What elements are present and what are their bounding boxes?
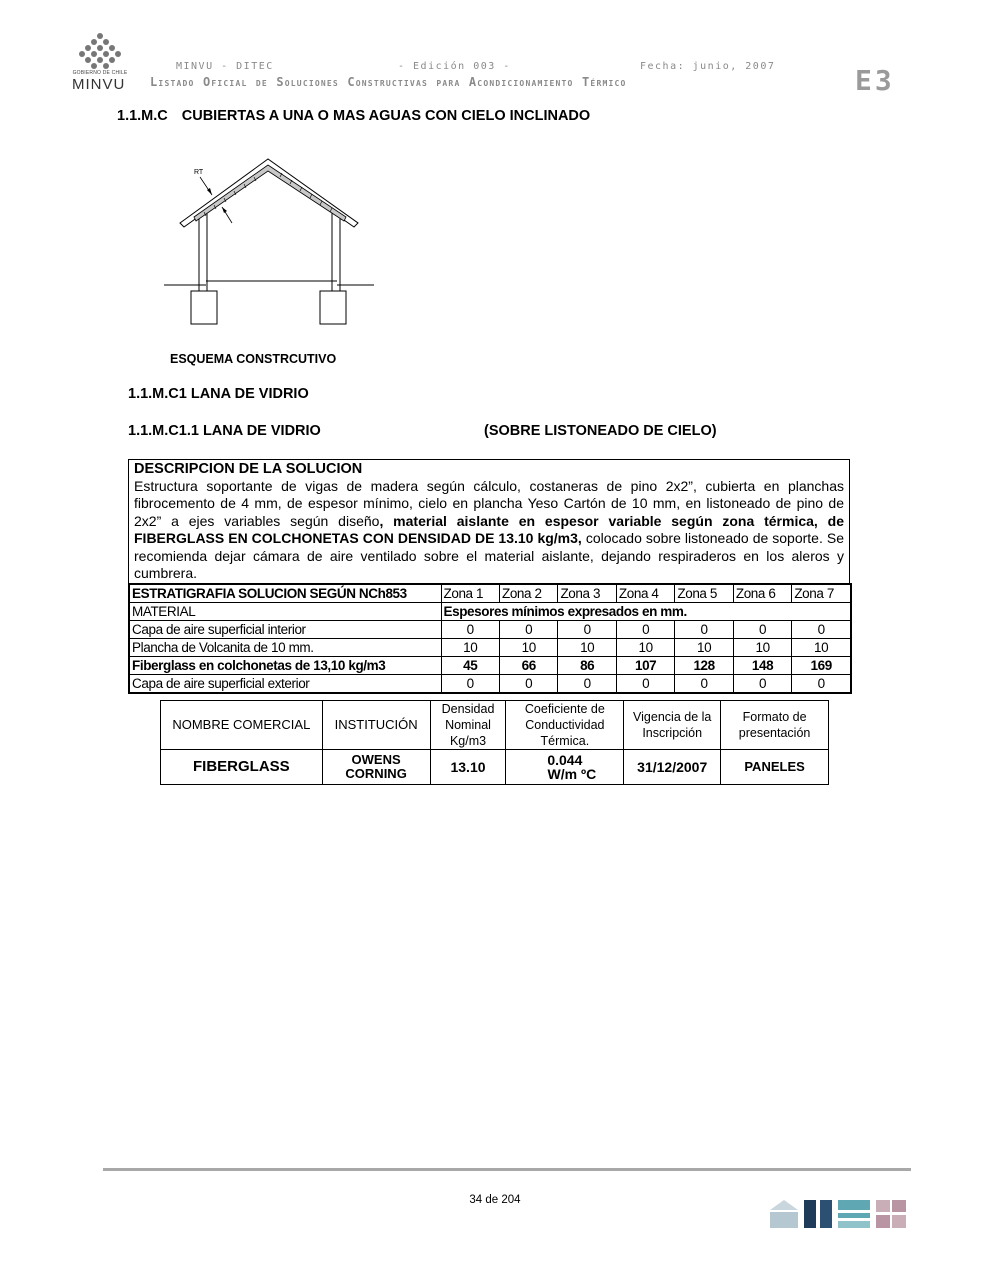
cell: 0 xyxy=(441,675,499,694)
row-name: Capa de aire superficial exterior xyxy=(129,675,441,694)
row-name: Plancha de Volcanita de 10 mm. xyxy=(129,639,441,657)
header-format-line2: presentación xyxy=(738,726,811,740)
zone-header: Zona 6 xyxy=(733,584,791,603)
schema-caption: ESQUEMA CONSTRCUTIVO xyxy=(170,352,337,366)
row-name: Fiberglass en colchonetas de 13,10 kg/m3 xyxy=(129,657,441,675)
cell: 10 xyxy=(733,639,791,657)
header-validity xyxy=(624,701,721,750)
commercial-product-table xyxy=(160,700,829,785)
rt-label: RT xyxy=(194,169,204,176)
cell: 0 xyxy=(616,621,674,639)
product-institution xyxy=(322,750,430,785)
cell: 0 xyxy=(733,621,791,639)
institution-line1: OWENS xyxy=(351,752,401,767)
table-row xyxy=(129,603,851,621)
product-density: 13.10 xyxy=(430,750,506,785)
header-conductivity xyxy=(506,701,624,750)
solution-description-box xyxy=(128,459,850,583)
logo-minvu-text: MINVU xyxy=(72,76,126,93)
cell: 0 xyxy=(441,621,499,639)
section-name: CUBIERTAS A UNA O MAS AGUAS CON CIELO INCLINADO xyxy=(181,108,591,124)
cell: 10 xyxy=(441,639,499,657)
header-code: E3 xyxy=(855,64,895,97)
table-row xyxy=(161,750,829,785)
header-coef-line1: Coeficiente de xyxy=(524,702,605,716)
cell: 0 xyxy=(499,675,557,694)
product-name: FIBERGLASS xyxy=(161,750,323,785)
solution-title: 1.1.M.C1.1 LANA DE VIDRIO xyxy=(128,423,321,439)
cell: 0 xyxy=(792,621,851,639)
stratigraphy-header: ESTRATIGRAFIA SOLUCION SEGÚN NCh853 xyxy=(129,584,441,603)
page-number: 34 de 204 xyxy=(469,1194,521,1206)
cell: 86 xyxy=(558,657,616,675)
product-format: PANELES xyxy=(721,750,829,785)
cell: 107 xyxy=(616,657,674,675)
product-conductivity xyxy=(506,750,624,785)
table-row xyxy=(129,675,851,694)
stratigraphy-table xyxy=(128,583,852,694)
table-row xyxy=(129,639,851,657)
cell: 0 xyxy=(792,675,851,694)
logo-government-text: GOBIERNO DE CHILE xyxy=(72,70,128,76)
description-text xyxy=(134,478,844,582)
section-number: 1.1.M.C xyxy=(117,108,168,124)
header-format xyxy=(721,701,829,750)
row-name: Capa de aire superficial interior xyxy=(129,621,441,639)
table-header-row xyxy=(129,584,851,603)
cell: 0 xyxy=(616,675,674,694)
header-institution: INSTITUCIÓN xyxy=(322,701,430,750)
conductivity-unit: W/m ºC xyxy=(547,766,597,782)
cell: 66 xyxy=(499,657,557,675)
cell: 0 xyxy=(733,675,791,694)
description-title: DESCRIPCION DE LA SOLUCION xyxy=(134,461,363,477)
cell: 169 xyxy=(792,657,851,675)
header-density-line1: Densidad xyxy=(441,702,495,716)
cell: 0 xyxy=(499,621,557,639)
zone-header: Zona 7 xyxy=(792,584,851,603)
cell: 128 xyxy=(675,657,733,675)
header-commercial-name: NOMBRE COMERCIAL xyxy=(161,701,323,750)
solution-subtitle: (SOBRE LISTONEADO DE CIELO) xyxy=(484,423,717,439)
cell: 10 xyxy=(616,639,674,657)
zone-header: Zona 2 xyxy=(499,584,557,603)
table-row xyxy=(129,621,851,639)
header-density-line3: Kg/m3 xyxy=(449,734,487,748)
header-coef-line3: Térmica. xyxy=(540,734,590,748)
institution-line2: CORNING xyxy=(345,766,407,781)
header-format-line1: Formato de xyxy=(742,710,807,724)
header-validity-line2: Inscripción xyxy=(642,726,703,740)
description-text-part1: Estructura soportante de vigas de madera según cálculo, costaneras de pino 2x2”, cubierta en planchas fibrocemento de 4 mm, de espesor mínimo, cielo en plancha Yeso Cartón de 10 mm, en listoneado de pino de 2x2” a ejes variables según diseño xyxy=(134,478,844,529)
product-validity: 31/12/2007 xyxy=(624,750,721,785)
conductivity-value: 0.044 xyxy=(547,752,583,768)
description-text-part2: colocado sobre listoneado de soporte. Se recomienda dejar cámara de aire ventilado sobre el material aislante, dejando respiraderos en los aleros y cumbrera. xyxy=(134,530,844,582)
cell: 45 xyxy=(441,657,499,675)
footer-divider xyxy=(103,1168,911,1171)
material-label: MATERIAL xyxy=(129,603,441,621)
cell: 0 xyxy=(675,621,733,639)
header-org: MINVU - DITEC xyxy=(176,61,274,72)
roof-section-diagram xyxy=(160,155,380,330)
ditec-footer-logo xyxy=(770,1196,908,1230)
cell: 10 xyxy=(675,639,733,657)
header-density-line2: Nominal xyxy=(445,718,491,732)
thickness-note: Espesores mínimos expresados en mm. xyxy=(441,603,851,621)
cell: 0 xyxy=(675,675,733,694)
cell: 0 xyxy=(558,675,616,694)
cell: 10 xyxy=(792,639,851,657)
zone-header: Zona 5 xyxy=(675,584,733,603)
header-validity-line1: Vigencia de la xyxy=(633,710,712,724)
zone-header: Zona 4 xyxy=(616,584,674,603)
header-title: Listado Oficial de Soluciones Constructivas para Acondicionamiento Térmico xyxy=(150,75,627,89)
section-title xyxy=(117,108,590,124)
subsection-title: 1.1.M.C1 LANA DE VIDRIO xyxy=(128,386,309,402)
header-date: Fecha: junio, 2007 xyxy=(640,61,776,72)
zone-header: Zona 1 xyxy=(441,584,499,603)
header-edition: - Edición 003 - xyxy=(398,61,511,72)
table-row xyxy=(129,657,851,675)
cell: 148 xyxy=(733,657,791,675)
cell: 0 xyxy=(558,621,616,639)
header-coef-line2: Conductividad xyxy=(525,718,605,732)
description-text-bold: , material aislante en espesor variable según zona térmica, de FIBERGLASS EN COLCHONETAS CON DENSIDAD DE 13.10 kg/m3, xyxy=(134,512,845,547)
cell: 10 xyxy=(558,639,616,657)
cell: 10 xyxy=(499,639,557,657)
zone-header: Zona 3 xyxy=(558,584,616,603)
table-header-row xyxy=(161,701,829,750)
header-density xyxy=(430,701,506,750)
